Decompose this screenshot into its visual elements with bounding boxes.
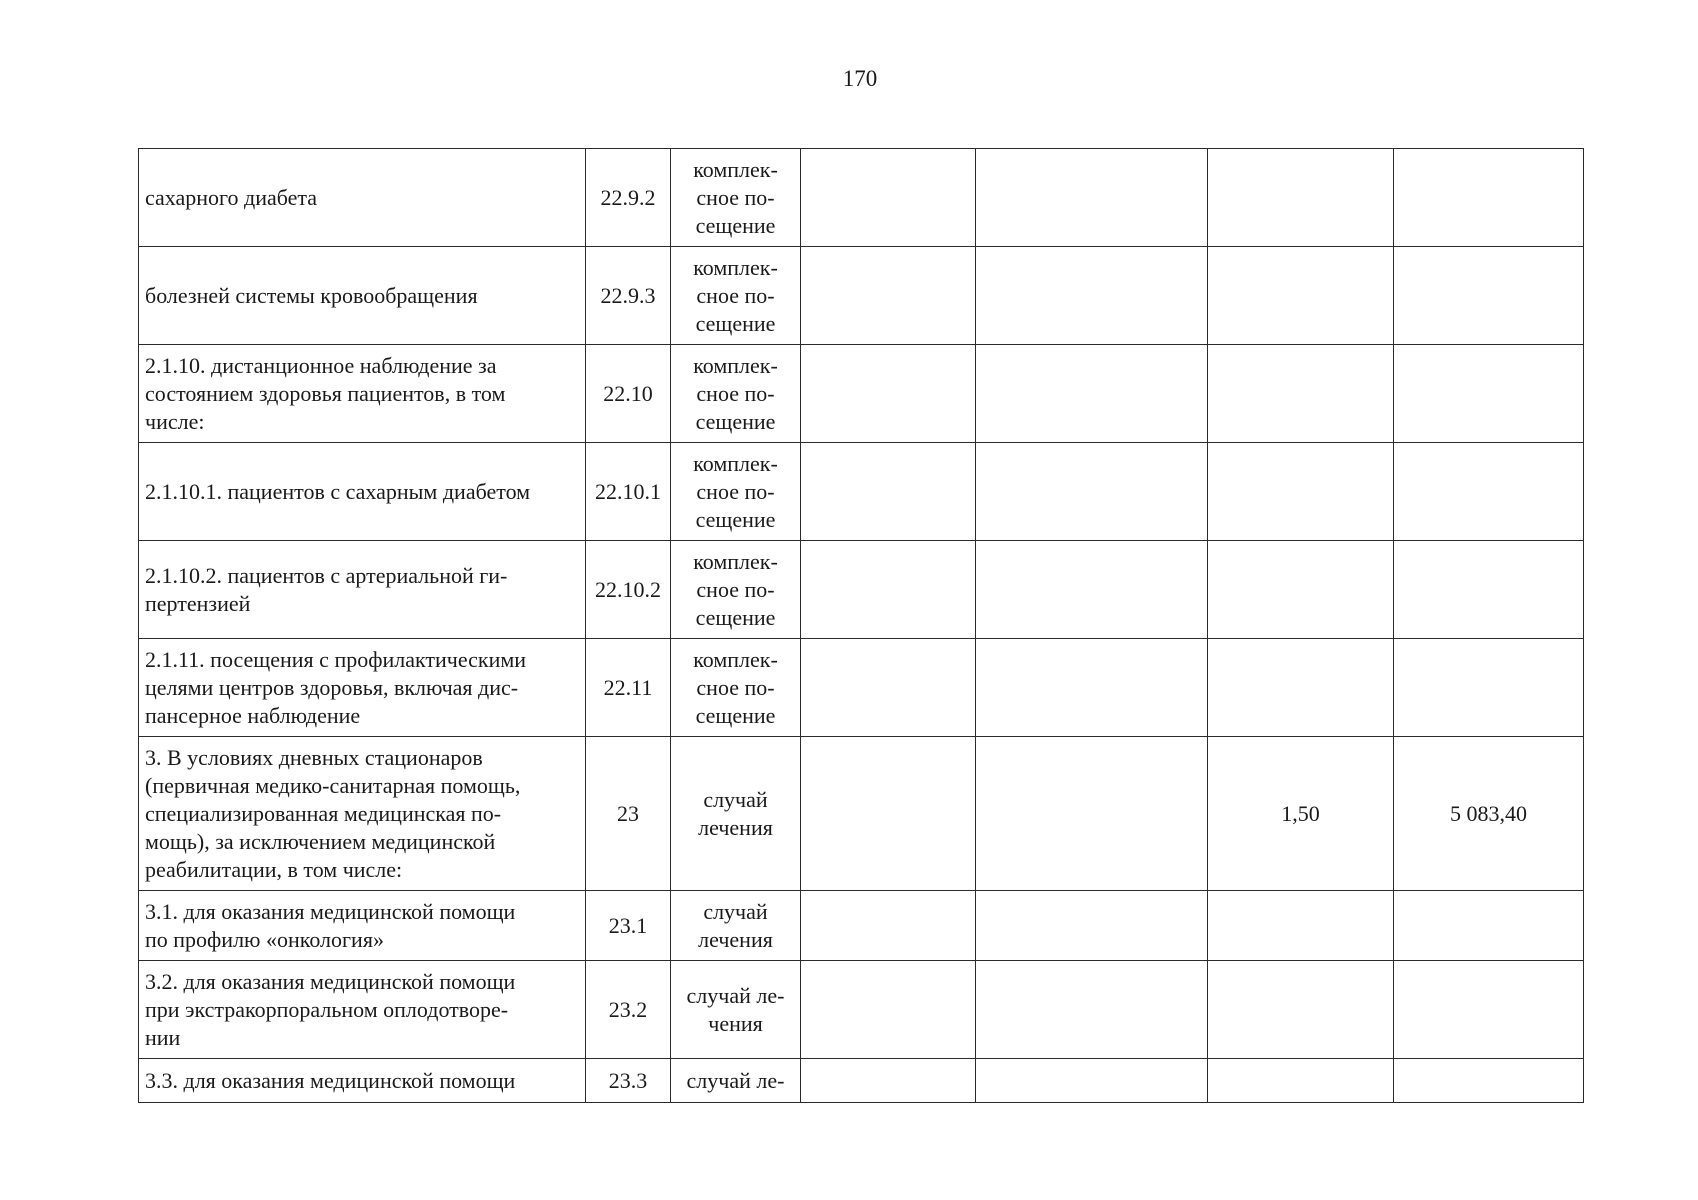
row-col5-cell xyxy=(976,541,1208,639)
row-col4-cell xyxy=(801,541,976,639)
row-code-cell xyxy=(586,443,671,541)
row-col4-cell xyxy=(801,737,976,891)
row-col4-cell xyxy=(801,149,976,247)
row-code: 23.2 xyxy=(608,996,648,1022)
row-unit: случай ле- xyxy=(686,1067,785,1093)
table-row xyxy=(139,961,1584,1059)
row-col4-cell xyxy=(801,247,976,345)
row-col7-cell xyxy=(1394,737,1584,891)
row-code: 22.10.1 xyxy=(595,478,661,504)
row-col7-cell xyxy=(1394,639,1584,737)
row-code-cell xyxy=(586,541,671,639)
row-col5-cell xyxy=(976,961,1208,1059)
row-col7-cell xyxy=(1394,1059,1584,1103)
row-col6-cell xyxy=(1208,891,1394,961)
row-code-cell xyxy=(586,1059,671,1103)
row-col6-cell xyxy=(1208,961,1394,1059)
row-code-cell xyxy=(586,891,671,961)
row-col6-cell xyxy=(1208,639,1394,737)
row-unit: комплек- сное по- сещение xyxy=(693,352,778,434)
table-row xyxy=(139,891,1584,961)
row-code: 22.9.3 xyxy=(600,282,656,308)
row-col4-cell xyxy=(801,891,976,961)
row-col6-cell xyxy=(1208,443,1394,541)
row-name: 3.1. для оказания медицинской помощи по профилю «онкология» xyxy=(145,898,516,952)
row-name-cell xyxy=(139,961,586,1059)
row-unit-cell xyxy=(671,891,801,961)
row-unit: комплек- сное по- сещение xyxy=(693,548,778,630)
row-unit: случай лечения xyxy=(698,898,773,952)
row-unit: случай лечения xyxy=(698,786,773,840)
row-code: 22.10 xyxy=(603,380,653,406)
row-code: 22.11 xyxy=(603,674,653,700)
row-col6-cell xyxy=(1208,247,1394,345)
row-name-cell xyxy=(139,891,586,961)
row-unit-cell xyxy=(671,961,801,1059)
row-col4-cell xyxy=(801,345,976,443)
table-row xyxy=(139,737,1584,891)
row-code-cell xyxy=(586,961,671,1059)
row-name-cell xyxy=(139,443,586,541)
row-col5-cell xyxy=(976,1059,1208,1103)
row-code: 23.3 xyxy=(608,1067,648,1093)
row-col5-cell xyxy=(976,149,1208,247)
row-col4-cell xyxy=(801,639,976,737)
row-unit-cell xyxy=(671,541,801,639)
row-code-cell xyxy=(586,345,671,443)
row-unit-cell xyxy=(671,149,801,247)
row-col4-cell xyxy=(801,1059,976,1103)
row-name: 2.1.10. дистанционное наблюдение за состоянием здоровья пациентов, в том числе: xyxy=(145,352,506,434)
row-name-cell xyxy=(139,541,586,639)
row-name-cell xyxy=(139,737,586,891)
row-col6-cell xyxy=(1208,345,1394,443)
row-col5-cell xyxy=(976,891,1208,961)
row-name-cell xyxy=(139,1059,586,1103)
row-col5-cell xyxy=(976,639,1208,737)
row-col6: 1,50 xyxy=(1281,800,1320,826)
row-code: 23.1 xyxy=(608,912,648,938)
row-col7-cell xyxy=(1394,443,1584,541)
row-name: сахарного диабета xyxy=(145,184,318,210)
table-row xyxy=(139,345,1584,443)
row-unit-cell xyxy=(671,443,801,541)
row-unit-cell xyxy=(671,737,801,891)
row-col7-cell xyxy=(1394,149,1584,247)
row-col7-cell xyxy=(1394,961,1584,1059)
table-row xyxy=(139,1059,1584,1103)
data-table xyxy=(138,148,1584,1103)
row-code: 23 xyxy=(617,800,639,826)
row-col5-cell xyxy=(976,345,1208,443)
row-col6-cell xyxy=(1208,149,1394,247)
row-code-cell xyxy=(586,247,671,345)
row-col4-cell xyxy=(801,961,976,1059)
row-unit: комплек- сное по- сещение xyxy=(693,254,778,336)
row-code-cell xyxy=(586,149,671,247)
row-col5-cell xyxy=(976,247,1208,345)
row-unit-cell xyxy=(671,1059,801,1103)
row-unit: комплек- сное по- сещение xyxy=(693,646,778,728)
table-row xyxy=(139,149,1584,247)
row-col5-cell xyxy=(976,443,1208,541)
row-col6-cell xyxy=(1208,737,1394,891)
row-name: 3.2. для оказания медицинской помощи при экстракорпоральном оплодотворе- нии xyxy=(145,968,516,1050)
row-name: болезней системы кровообращения xyxy=(145,282,478,308)
row-name: 2.1.10.2. пациентов с артериальной ги- пертензией xyxy=(145,562,508,616)
row-col6-cell xyxy=(1208,1059,1394,1103)
row-unit-cell xyxy=(671,247,801,345)
row-code-cell xyxy=(586,737,671,891)
row-col7-cell xyxy=(1394,891,1584,961)
row-unit-cell xyxy=(671,345,801,443)
row-col4-cell xyxy=(801,443,976,541)
row-col7-cell xyxy=(1394,345,1584,443)
row-col7: 5 083,40 xyxy=(1450,800,1527,826)
row-col6-cell xyxy=(1208,541,1394,639)
table-row xyxy=(139,443,1584,541)
row-unit: случай ле- чения xyxy=(686,982,785,1036)
row-col7-cell xyxy=(1394,247,1584,345)
row-name: 3. В условиях дневных стационаров (первичная медико-санитарная помощь, специализированная медицинская по- мощь), за исключением медицинской реабилитации, в том числе: xyxy=(145,744,521,882)
row-code: 22.10.2 xyxy=(595,576,661,602)
table-row xyxy=(139,541,1584,639)
row-name-cell xyxy=(139,247,586,345)
row-name: 2.1.11. посещения с профилактическими целями центров здоровья, включая дис- пансерное наблюдение xyxy=(145,646,527,728)
row-unit-cell xyxy=(671,639,801,737)
row-col5-cell xyxy=(976,737,1208,891)
row-col7-cell xyxy=(1394,541,1584,639)
row-unit: комплек- сное по- сещение xyxy=(693,450,778,532)
row-name: 2.1.10.1. пациентов с сахарным диабетом xyxy=(145,478,531,504)
row-code: 22.9.2 xyxy=(600,184,656,210)
row-unit: комплек- сное по- сещение xyxy=(693,156,778,238)
row-name-cell xyxy=(139,149,586,247)
row-code-cell xyxy=(586,639,671,737)
page-number: 170 xyxy=(842,66,878,91)
row-name-cell xyxy=(139,639,586,737)
table-row xyxy=(139,639,1584,737)
row-name-cell xyxy=(139,345,586,443)
row-name: 3.3. для оказания медицинской помощи xyxy=(145,1067,516,1093)
table-row xyxy=(139,247,1584,345)
